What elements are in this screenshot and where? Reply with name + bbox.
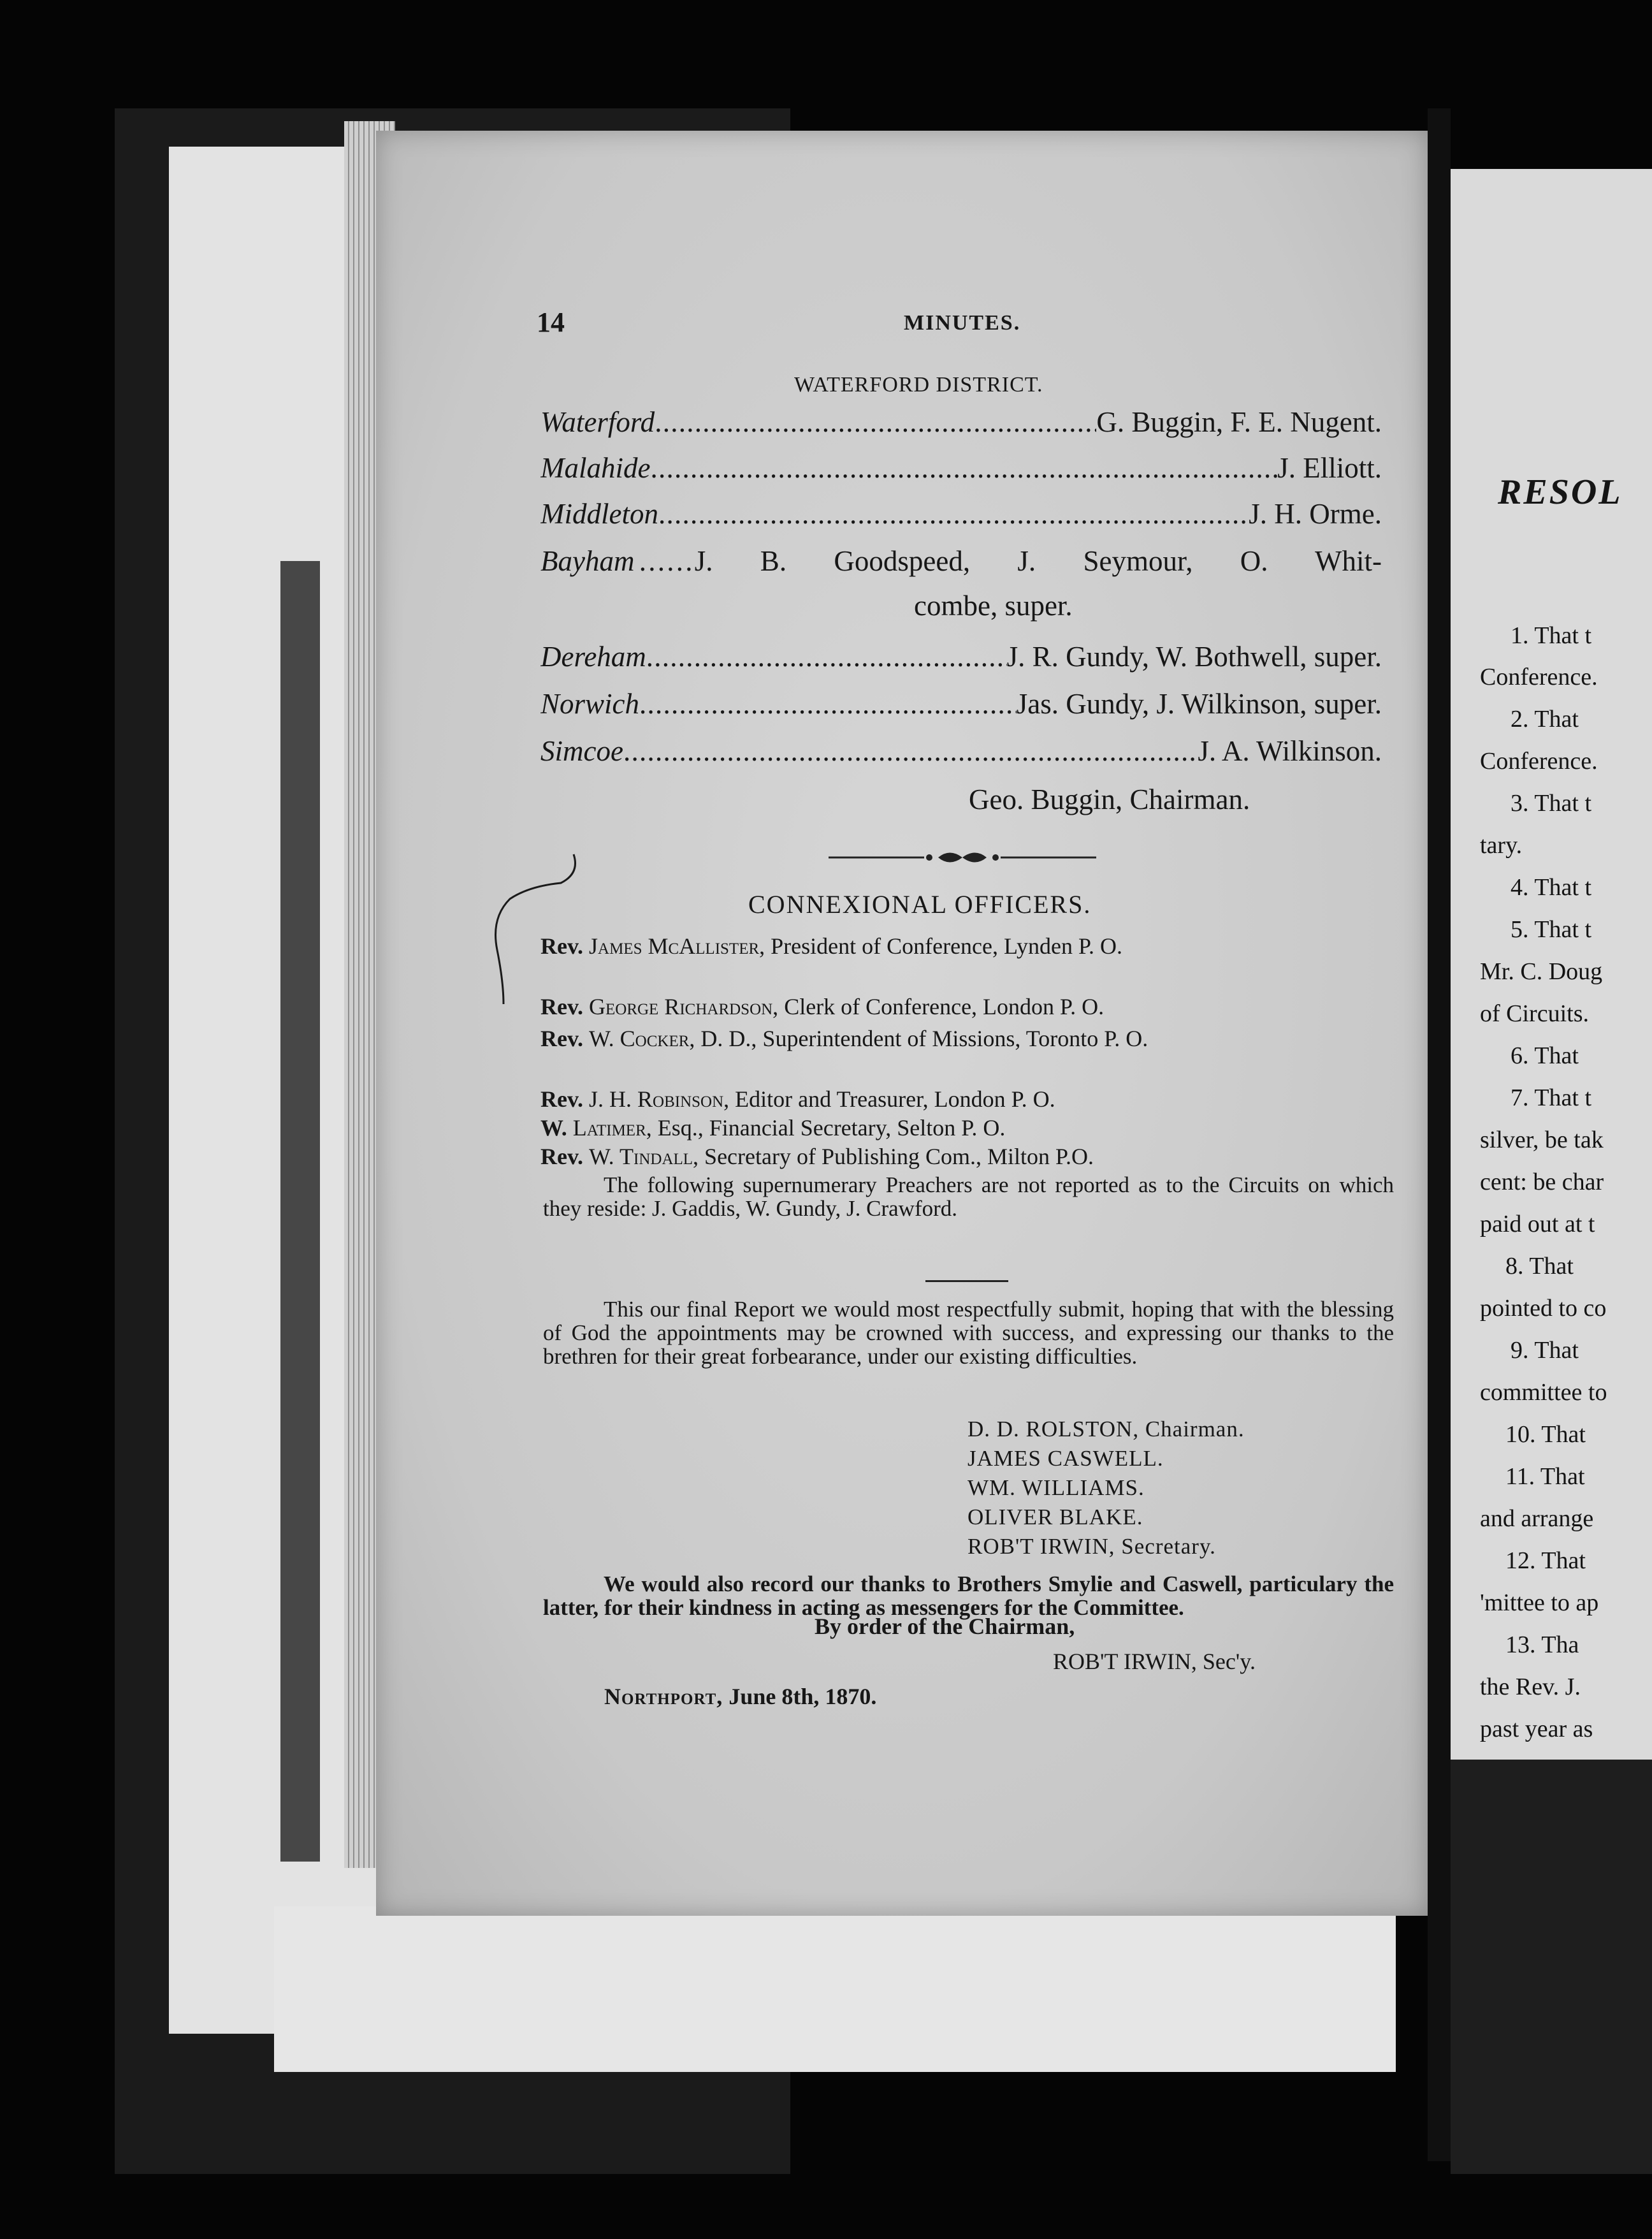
page-number: 14 [537, 307, 565, 338]
officer-name: W. Cocker, [589, 1026, 695, 1051]
circuit-name: Simcoe [540, 735, 623, 767]
ministers: J. Elliott. [1277, 452, 1382, 484]
circuit-name: Bayham [540, 545, 635, 577]
ministers: J. A. Wilkinson. [1198, 735, 1382, 767]
right-page-line: 5. That t [1511, 916, 1592, 943]
officer-prefix: Rev. [540, 1086, 583, 1112]
place: Northport, [604, 1684, 723, 1709]
signature: JAMES CASWELL. [967, 1446, 1164, 1471]
circuit-name: Malahide [540, 452, 651, 484]
officer-prefix: Rev. [540, 994, 583, 1019]
right-page-line: silver, be tak [1480, 1127, 1604, 1153]
thanks-text: We would also record our thanks to Brothers Smylie and Caswell, particulary the latter, for their kindness in acting as messengers for the Committee. [543, 1572, 1394, 1620]
right-page-shadow [1451, 1760, 1652, 2174]
officer-prefix: Rev. [540, 1026, 583, 1051]
signature: D. D. ROLSTON, Chairman. [967, 1417, 1245, 1441]
signature: WM. WILLIAMS. [967, 1475, 1145, 1500]
station-row [540, 497, 1382, 530]
officers-heading: CONNEXIONAL OFFICERS. [748, 890, 1092, 919]
officer-entry [540, 1116, 1388, 1140]
leader-dots: . . . . . . [634, 545, 695, 577]
circuit-name: Waterford [540, 406, 655, 438]
officer-entry [540, 995, 1388, 1019]
station-row [540, 451, 1382, 485]
ornament-divider [829, 842, 1096, 873]
station-row [540, 734, 1382, 768]
ministers: J. R. Gundy, W. Bothwell, super. [1006, 641, 1382, 673]
leader-dots [658, 497, 1249, 530]
right-page-line: cent: be char [1480, 1169, 1604, 1195]
circuit-name: Dereham [540, 641, 646, 673]
right-page-line: Conference. [1480, 748, 1598, 775]
officer-name: W. Tindall, [589, 1144, 699, 1169]
right-page-line: and arrange [1480, 1505, 1594, 1532]
by-order-line: By order of the Chairman, [815, 1614, 1075, 1639]
officer-entry [540, 1087, 1388, 1111]
right-page-line: 11. That [1505, 1463, 1585, 1490]
right-page-line: of Circuits. [1480, 1000, 1589, 1027]
right-page-line: 3. That t [1511, 790, 1592, 817]
officer-role: President of Conference, Lynden P. O. [765, 933, 1123, 959]
report-paragraph [543, 1297, 1394, 1368]
pen-mark [484, 848, 599, 1007]
circuit-name: Norwich [540, 688, 640, 720]
backing-strip [280, 561, 320, 1862]
right-page-line: 10. That [1505, 1421, 1586, 1448]
thanks-paragraph [543, 1572, 1394, 1619]
right-page-line: 9. That [1511, 1337, 1579, 1364]
book-gutter [1428, 108, 1451, 2161]
running-head: MINUTES. [904, 311, 1021, 335]
secretary-signature: ROB'T IRWIN, Sec'y. [1053, 1649, 1256, 1674]
signature: OLIVER BLAKE. [967, 1505, 1143, 1529]
right-page-line: 2. That [1511, 706, 1579, 733]
leader-dots [646, 640, 1007, 673]
officer-name: George Richardson, [589, 994, 779, 1019]
officer-entry [540, 1026, 1388, 1051]
right-page-line: the Rev. J. [1480, 1674, 1581, 1700]
officer-role: D. D., Superintendent of Missions, Toronto P. O. [695, 1026, 1148, 1051]
leader-dots [623, 734, 1198, 768]
right-page-line: 1. That t [1511, 622, 1592, 649]
officer-name: Latimer, [572, 1115, 652, 1141]
place-and-date [604, 1683, 876, 1710]
right-page-line: 4. That t [1511, 874, 1592, 901]
leader-dots [655, 405, 1096, 439]
circuit-name: Middleton [540, 498, 658, 530]
date: June 8th, 1870. [723, 1684, 877, 1709]
section-rule [925, 1280, 1008, 1282]
officer-prefix: Rev. [540, 1144, 583, 1169]
right-page-line: Mr. C. Doug [1480, 958, 1603, 985]
officer-name: J. H. Robinson, [589, 1086, 730, 1112]
left-page [376, 131, 1428, 1916]
officer-role: Editor and Treasurer, London P. O. [729, 1086, 1055, 1112]
right-page-line: 6. That [1511, 1042, 1579, 1069]
right-page-heading: RESOL [1498, 472, 1623, 512]
officer-role: Secretary of Publishing Com., Milton P.O. [699, 1144, 1094, 1169]
supernumerary-note-text: The following supernumerary Preachers are not reported as to the Circuits on which they reside: J. Gaddis, W. Gundy, J. Crawford. [543, 1172, 1394, 1221]
right-page-line: 'mittee to ap [1480, 1589, 1599, 1616]
ministers: Jas. Gundy, J. Wilkinson, super. [1016, 688, 1382, 720]
station-row [540, 687, 1382, 720]
right-page-line: 7. That t [1511, 1084, 1592, 1111]
station-row [540, 544, 1382, 578]
ministers: J. B. Goodspeed, J. Seymour, O. Whit- [694, 545, 1382, 577]
right-page-line: 13. Tha [1505, 1631, 1579, 1658]
officer-entry [540, 934, 1388, 958]
bottom-paper [274, 1906, 1396, 2072]
right-page-line: committee to [1480, 1379, 1607, 1406]
right-page-line: past year as [1480, 1716, 1593, 1742]
right-page-line: Conference. [1480, 664, 1598, 690]
officer-role: Esq., Financial Secretary, Selton P. O. [651, 1115, 1006, 1141]
right-page-line: 12. That [1505, 1547, 1586, 1574]
ministers: G. Buggin, F. E. Nugent. [1096, 406, 1382, 438]
officer-name: James McAllister, [589, 933, 765, 959]
officer-prefix: Rev. [540, 933, 583, 959]
district-heading: WATERFORD DISTRICT. [794, 373, 1043, 397]
leader-dots [639, 687, 1017, 720]
right-page-line: pointed to co [1480, 1295, 1607, 1322]
station-row [540, 405, 1382, 439]
signature: ROB'T IRWIN, Secretary. [967, 1534, 1216, 1559]
right-page-line: paid out at t [1480, 1211, 1595, 1237]
officer-role: Clerk of Conference, London P. O. [778, 994, 1105, 1019]
right-page-line: tary. [1480, 832, 1523, 859]
ministers-continuation: combe, super. [914, 590, 1073, 622]
station-row [540, 640, 1382, 673]
supernumerary-note [543, 1173, 1394, 1220]
officer-prefix: W. [540, 1115, 567, 1141]
officer-entry [540, 1144, 1388, 1169]
leader-dots [650, 451, 1277, 485]
district-chairman: Geo. Buggin, Chairman. [969, 784, 1250, 815]
report-text: This our final Report we would most respectfully submit, hoping that with the blessing of God the appointments may be crowned with success, and expressing our thanks to the brethren for their great forbearance, under our existing difficulties. [543, 1297, 1394, 1369]
ministers: J. H. Orme. [1249, 498, 1382, 530]
right-page-line: 8. That [1505, 1253, 1574, 1280]
